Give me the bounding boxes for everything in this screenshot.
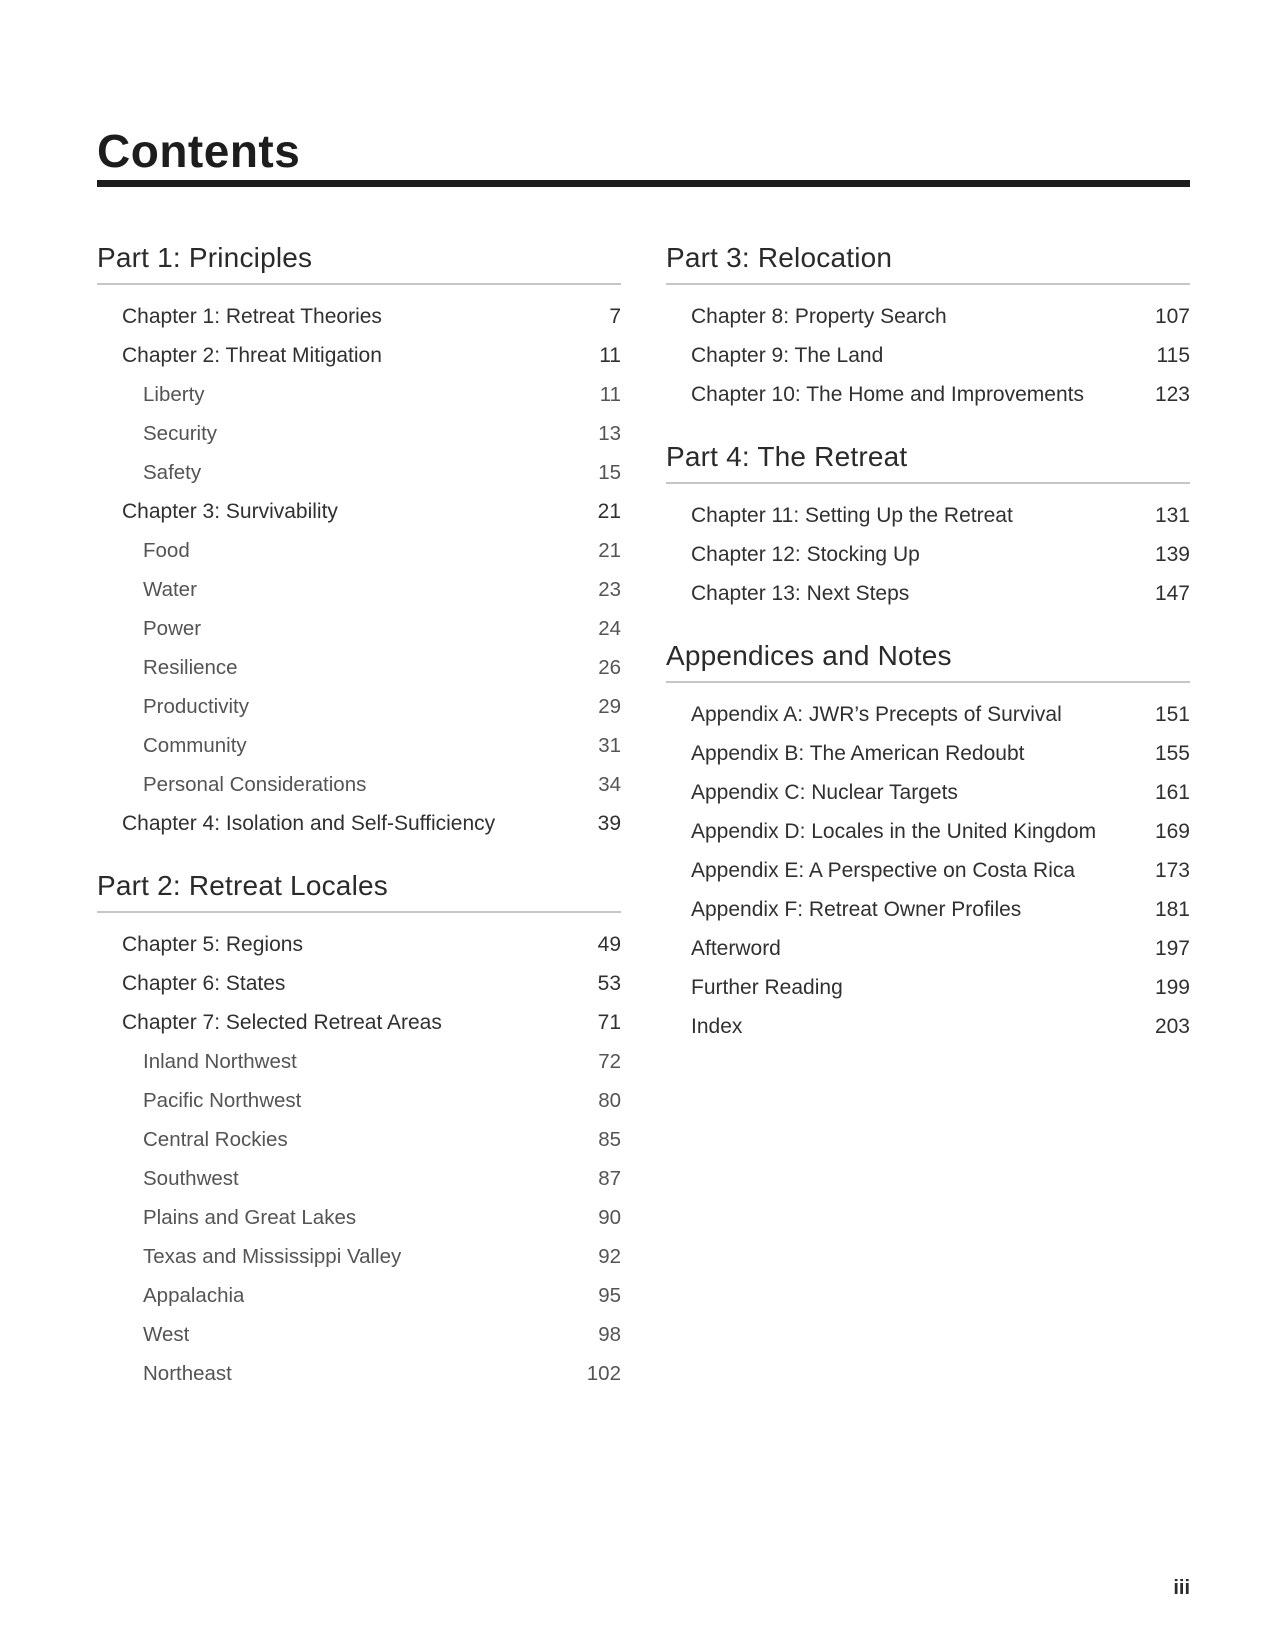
toc-entry-page: 15 — [598, 461, 621, 484]
toc-entry-label: Chapter 11: Setting Up the Retreat — [691, 504, 1013, 527]
toc-entry-label: Appendix F: Retreat Owner Profiles — [691, 898, 1022, 921]
toc-entry-page: 72 — [598, 1050, 621, 1073]
toc-entry — [666, 773, 1190, 812]
toc-entry — [97, 687, 621, 726]
toc-entry-list — [666, 683, 1190, 1046]
toc-entry-label: Southwest — [143, 1167, 239, 1190]
toc-entry-label: Central Rockies — [143, 1128, 288, 1151]
toc-entry-label: Inland Northwest — [143, 1050, 297, 1073]
toc-entry-page: 23 — [598, 578, 621, 601]
toc-entry-page: 151 — [1154, 703, 1190, 726]
toc-entry — [97, 1042, 621, 1081]
toc-entry-label: West — [143, 1323, 190, 1346]
toc-entry-label: Chapter 1: Retreat Theories — [122, 305, 382, 328]
toc-entry-page: 49 — [597, 933, 621, 956]
toc-entry — [97, 726, 621, 765]
toc-entry-page: 29 — [598, 695, 621, 718]
toc-entry-list — [666, 285, 1190, 414]
part-heading: Part 3: Relocation — [666, 243, 1190, 285]
toc-entry — [97, 570, 621, 609]
part-heading: Appendices and Notes — [666, 641, 1190, 683]
toc-entry-label: Chapter 4: Isolation and Self-Sufficiency — [122, 812, 496, 835]
toc-entry-label: Personal Considerations — [143, 773, 367, 796]
toc-section — [666, 641, 1190, 1046]
toc-entry-label: Appendix B: The American Redoubt — [691, 742, 1025, 765]
toc-entry-label: Plains and Great Lakes — [143, 1206, 357, 1229]
toc-entry-page: 102 — [586, 1362, 621, 1385]
toc-entry — [97, 1354, 621, 1393]
toc-entry-page: 161 — [1154, 781, 1190, 804]
toc-entry-list — [97, 285, 621, 843]
toc-entry-label: Chapter 9: The Land — [691, 344, 884, 367]
toc-columns — [97, 243, 1190, 1393]
toc-section — [666, 243, 1190, 414]
toc-entry-label: Index — [691, 1015, 743, 1038]
toc-entry — [97, 375, 621, 414]
toc-entry-page: 199 — [1154, 976, 1190, 999]
toc-entry — [97, 925, 621, 964]
toc-entry — [97, 1003, 621, 1042]
toc-entry-label: Power — [143, 617, 202, 640]
toc-entry-page: 11 — [599, 383, 621, 406]
toc-entry — [666, 1007, 1190, 1046]
toc-entry-label: Chapter 12: Stocking Up — [691, 543, 920, 566]
toc-entry-page: 123 — [1154, 383, 1190, 406]
toc-entry-label: Appendix C: Nuclear Targets — [691, 781, 958, 804]
toc-entry — [666, 734, 1190, 773]
toc-entry-page: 11 — [599, 344, 621, 367]
toc-entry-page: 155 — [1154, 742, 1190, 765]
toc-entry — [666, 535, 1190, 574]
toc-entry-label: Chapter 10: The Home and Improvements — [691, 383, 1084, 406]
toc-entry-page: 39 — [597, 812, 621, 835]
toc-entry-label: Community — [143, 734, 247, 757]
toc-entry — [666, 297, 1190, 336]
toc-entry-page: 21 — [597, 500, 621, 523]
toc-entry-page: 34 — [598, 773, 621, 796]
toc-entry-page: 95 — [598, 1284, 621, 1307]
toc-entry — [97, 804, 621, 843]
toc-entry — [97, 1237, 621, 1276]
toc-entry-label: Appendix E: A Perspective on Costa Rica — [691, 859, 1076, 882]
toc-entry — [666, 968, 1190, 1007]
toc-entry — [97, 1276, 621, 1315]
toc-entry — [666, 929, 1190, 968]
toc-entry-page: 80 — [598, 1089, 621, 1112]
toc-entry — [666, 851, 1190, 890]
toc-page — [97, 0, 1190, 1393]
toc-entry-page: 87 — [598, 1167, 621, 1190]
toc-entry-label: Safety — [143, 461, 202, 484]
toc-entry-page: 107 — [1154, 305, 1190, 328]
toc-entry — [666, 336, 1190, 375]
toc-column-left — [97, 243, 621, 1393]
toc-entry-page: 71 — [597, 1011, 621, 1034]
toc-entry-page: 85 — [598, 1128, 621, 1151]
toc-entry — [97, 453, 621, 492]
toc-entry — [97, 336, 621, 375]
toc-entry-label: Texas and Mississippi Valley — [143, 1245, 402, 1268]
toc-entry-label: Chapter 7: Selected Retreat Areas — [122, 1011, 442, 1034]
toc-entry-page: 197 — [1154, 937, 1190, 960]
toc-entry-page: 169 — [1154, 820, 1190, 843]
toc-entry-list — [97, 913, 621, 1393]
toc-entry — [97, 964, 621, 1003]
toc-entry — [97, 765, 621, 804]
toc-entry — [97, 1120, 621, 1159]
toc-entry — [97, 1081, 621, 1120]
toc-entry-label: Chapter 5: Regions — [122, 933, 303, 956]
title-rule — [97, 180, 1190, 187]
toc-entry-label: Chapter 2: Threat Mitigation — [122, 344, 382, 367]
toc-entry — [97, 1315, 621, 1354]
toc-entry-page: 98 — [598, 1323, 621, 1346]
part-heading: Part 1: Principles — [97, 243, 621, 285]
toc-entry-page: 139 — [1154, 543, 1190, 566]
toc-entry-label: Appendix D: Locales in the United Kingdom — [691, 820, 1097, 843]
toc-entry-page: 26 — [598, 656, 621, 679]
toc-entry-label: Chapter 6: States — [122, 972, 286, 995]
folio-page-number: iii — [1173, 1577, 1190, 1599]
toc-entry-label: Chapter 3: Survivability — [122, 500, 338, 523]
toc-entry — [666, 890, 1190, 929]
toc-entry-label: Pacific Northwest — [143, 1089, 302, 1112]
toc-entry — [97, 492, 621, 531]
toc-entry-label: Further Reading — [691, 976, 843, 999]
part-heading: Part 2: Retreat Locales — [97, 871, 621, 913]
toc-entry-page: 24 — [598, 617, 621, 640]
toc-entry-label: Food — [143, 539, 190, 562]
toc-entry-label: Water — [143, 578, 197, 601]
toc-entry-label: Liberty — [143, 383, 205, 406]
toc-entry-page: 53 — [597, 972, 621, 995]
toc-entry — [97, 648, 621, 687]
toc-entry-page: 92 — [598, 1245, 621, 1268]
toc-section — [666, 442, 1190, 613]
toc-entry — [97, 1198, 621, 1237]
toc-entry — [666, 496, 1190, 535]
toc-entry-label: Northeast — [143, 1362, 232, 1385]
toc-entry-label: Appalachia — [143, 1284, 245, 1307]
toc-entry-label: Afterword — [691, 937, 781, 960]
toc-section — [97, 871, 621, 1393]
toc-entry — [97, 609, 621, 648]
toc-entry — [97, 531, 621, 570]
toc-entry-label: Chapter 8: Property Search — [691, 305, 947, 328]
toc-entry-page: 90 — [598, 1206, 621, 1229]
toc-entry-list — [666, 484, 1190, 613]
toc-entry-page: 203 — [1154, 1015, 1190, 1038]
toc-entry-page: 21 — [598, 539, 621, 562]
toc-entry — [97, 1159, 621, 1198]
toc-entry-page: 131 — [1154, 504, 1190, 527]
part-heading: Part 4: The Retreat — [666, 442, 1190, 484]
toc-entry-page: 181 — [1154, 898, 1190, 921]
toc-entry-label: Appendix A: JWR’s Precepts of Survival — [691, 703, 1062, 726]
toc-entry-page: 7 — [609, 305, 621, 328]
toc-entry-label: Productivity — [143, 695, 249, 718]
toc-column-right — [666, 243, 1190, 1046]
toc-entry — [666, 695, 1190, 734]
toc-entry — [666, 812, 1190, 851]
toc-entry — [666, 574, 1190, 613]
toc-entry — [97, 414, 621, 453]
toc-entry-page: 115 — [1156, 344, 1190, 367]
toc-entry-page: 31 — [598, 734, 621, 757]
toc-entry-page: 13 — [598, 422, 621, 445]
toc-entry-label: Chapter 13: Next Steps — [691, 582, 910, 605]
toc-section — [97, 243, 621, 843]
page-title: Contents — [97, 125, 301, 177]
toc-entry-label: Resilience — [143, 656, 238, 679]
toc-entry-page: 173 — [1154, 859, 1190, 882]
toc-entry-page: 147 — [1154, 582, 1190, 605]
toc-entry — [666, 375, 1190, 414]
toc-entry-label: Security — [143, 422, 218, 445]
toc-entry — [97, 297, 621, 336]
